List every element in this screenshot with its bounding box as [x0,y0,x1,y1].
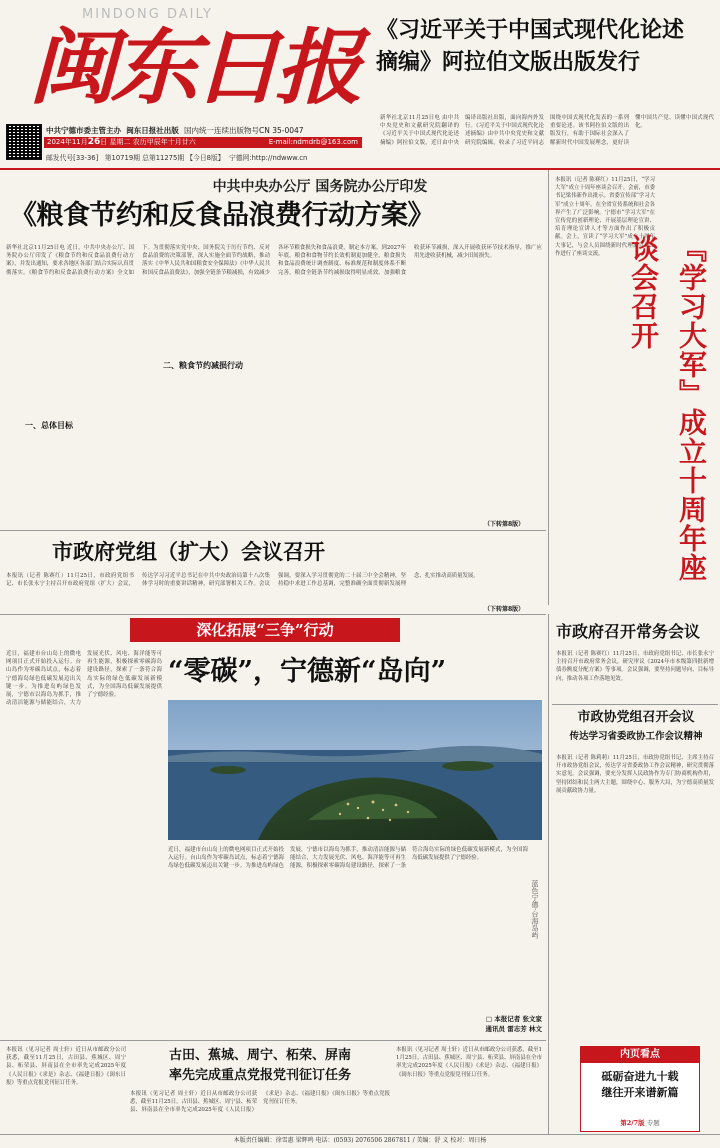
bottom-story-body-mid: 本报讯（见习记者 周士轩）近日从市邮政分公司获悉，截至11月25日，古田县、蕉城区、周宁县、柘荣县、屏南县在全市率先完成2025年度《人民日报》《求是》杂志、《福建日报》《闽东日报》等重点党报党刊征订任务。 [130,1091,390,1114]
issue-line [46,152,307,162]
island-aerial-image [168,700,542,840]
footer-divider [0,1134,720,1135]
main-story-headline[interactable]: 《粮食节约和反食品浪费行动方案》 [10,200,434,231]
footer-credits: 本版责任编辑：徐雪惠 梁辉鸣 电话：(0593) 2076506 2867811 / 美编：舒 义 校对：周日杨 [233,1137,487,1144]
top-story-headline-line2: 摘编》阿拉伯文版出版发行 [376,49,641,75]
sidebar-top-body: 本报讯（记者 陈赛红）11月25日，“学习大军”成立十周年座谈会召开。会前，市委书记梁伟新作出批示。省委宣传部“学习大军”成立十周年，在全省宣传系统和社会各界产生了广泛影响。宁德市“学习大军”在宣传党的创新理论、开展基层理论宣讲、培育理论宣讲人才等方面作出了积极贡献。会上，宣读了“学习大军”成立十周年大事记，与会人员围绕新时代理论宣讲工作进行了座谈交流。 [555,177,655,257]
masthead-divider [0,168,720,170]
feature-body-left: 近日，福建市台山岛上的微电网项目正式开始投入运行。台山岛作为零碳岛试点，标志着宁德海岛绿色低碳发展迈出关键一步。为推进岛屿绿色发展，宁德市以海岛为抓手，推动清洁能源与储能结合，大力发展光伏、风电、海洋能等可再生能源，积极探索零碳海岛建设路径，探索了一条符合海岛实际的绿色低碳发展新模式，为全国海岛低碳发展提供了宁德经验。 [6,651,162,707]
site-link[interactable]: 宁德网:http://ndwww.cn [228,154,308,162]
email-address[interactable]: E-mail:ndmdrb@163.com [268,138,358,146]
date-suffix: 日 星期二 农历甲辰年十月廿六 [100,138,196,146]
bottom-story-body-right: 本报讯（见习记者 周士轩）近日从市邮政分公司获悉，截至11月25日，古田县、蕉城区、周宁县、柘荣县、屏南县在全市率先完成2025年度《人民日报》《求是》杂志、《福建日报》《闽东日报》等重点党报党刊征订任务。 [396,1047,542,1078]
feature-divider [0,1040,546,1041]
party-meeting-body: 本报讯（记者 陈赛红）11月25日，市政府党组书记、市长张永宁主持召开市政府党组（扩大）会议，传达学习习近平总书记在中共中央政治局第十八次集体学习时的重要讲话精神，研究部署相关工作。会议强调，要深入学习贯彻党的二十届三中全会精神，坚持稳中求进工作总基调，完整准确全面贯彻新发展理念，扎实推动高质量发展。 [6,573,479,588]
sidebar-divider [548,170,549,605]
section-heading-one: 一、总体目标 [22,420,76,431]
top-story-headline[interactable] [376,14,716,78]
inside-box-line1: 砥砺奋进九十载 [601,1070,679,1083]
main-story-kicker: 中共中央办公厅 国务院办公厅印发 [212,179,428,195]
disciplinary-headline-line2: 传达学习省委政协工作会议精神 [569,731,703,742]
feature-body-right: 近日，福建市台山岛上的微电网项目正式开始投入运行。台山岛作为零碳岛试点，标志着宁德海岛绿色低碳发展迈出关键一步。为推进岛屿绿色发展，宁德市以海岛为抓手，推动清洁能源与储能结合，大力发展光伏、风电、海洋能等可再生能源，积极探索零碳海岛建设路径，探索了一条符合海岛实际的绿色低碳发展新模式，为全国海岛低碳发展提供了宁德经验。 [168,847,528,870]
top-story-body: 新华社北京11月25日电 由中共中央党史和文献研究院翻译的《习近平关于中国式现代化论述摘编》阿拉伯文版，近日由中央编译出版社出版，面向海内外发行。《习近平关于中国式现代化论述摘编》由中共中央党史和文献研究院编辑，收录了习近平同志围绕中国式现代化发表的一系列重要论述。该书阿拉伯文版的出版发行，有助于国际社会深入了解新时代中国发展理念，更好读懂中国共产党、读懂中国式现代化。 [380,115,714,146]
qr-code [6,124,42,160]
sponsor-publisher: 闽东日报社出版 [126,126,179,135]
bottom-story-headline-line2: 率先完成重点党报党刊征订任务 [168,1068,351,1083]
party-meeting-headline[interactable]: 市政府党组（扩大）会议召开 [52,539,325,564]
date-day: 26 [87,137,101,147]
disciplinary-headline[interactable] [556,708,716,746]
sponsor-line [46,125,304,136]
disciplinary-body: 本报讯（记者 陈莉莉）11月25日，市政协党组书记、主席主持召开市政协党组会议，传达学习省委政协工作会议精神，研究贯彻落实意见。会议强调，要充分发挥人民政协作为专门协商机构作用，坚持团结和民主两大主题，围绕中心、服务大局，为宁德高质量发展贡献政协力量。 [556,755,714,794]
top-story-headline-line1: 《习近平关于中国式现代化论述 [376,17,685,43]
main-story-divider [0,530,546,531]
disciplinary-headline-line1: 市政协党组召开会议 [577,710,695,725]
party-meeting-continued[interactable]: （下转第8版） [484,606,525,613]
main-story-body: 新华社北京11月25日电 近日，中共中央办公厅、国务院办公厅印发了《粮食节约和反食品浪费行动方案》，并发出通知，要求各地区各部门结合实际认真贯彻落实。《粮食节约和反食品浪费行动方案》全文如下。为贯彻落实党中央、国务院关于厉行节约、反对食品浪费的决策部署，深入实施全面节约战略，推动落实《中华人民共和国粮食安全保障法》《中华人民共和国反食品浪费法》，加强全链条节粮减损，有效减少各环节粮食损失和食品浪费，制定本方案。到2027年年底，粮食和食物节约长效机制更加健全，粮食损失和食品浪费统计调查制度、标准规范和制度体系不断完善，粮食全链条节约减损取得明显成效。加强粮食收获环节减损，深入开展收获环节技术指导，推广应用先进收获机械，减少田间损失。 [6,245,542,276]
cn-number: 国内统一连续出版物号CN 35-0047 [183,126,304,135]
inside-box-page-tag: 专题 [646,1119,660,1127]
bottom-story-headline-line1: 古田、蕉城、周宁、柘荣、屏南 [168,1048,351,1063]
issue-number: 第10719期 总第11275期 [104,154,185,162]
feature-banner-text: 深化拓展“三争”行动 [196,621,334,639]
feature-byline-reporter: □ 本报记者 张文家 [485,1015,542,1023]
standing-meeting-body: 本报讯（记者 陈赛红）11月25日，市政府党组书记、市长张永宁主持召开市政府常务会议，研究审议《2024年市本级第四批新增债券额度分配方案》等事项。会议强调，要坚持问题导向、目标导向，推动各项工作落地见效。 [556,651,714,682]
bottom-story-headline[interactable] [130,1046,390,1086]
feature-banner[interactable] [130,618,400,642]
feature-byline [424,1014,542,1034]
feature-byline-correspondent: 通讯员 雷志芳 林文 [485,1025,542,1033]
standing-meeting-divider [552,704,718,705]
masthead-title: 闽东日报 [28,20,357,116]
inside-box-title: 内页看点 [581,1047,699,1063]
main-story-continued[interactable]: （下转第8版） [484,521,525,528]
date-bar [44,137,362,148]
bottom-story-body-left: 本报讯（见习记者 周士轩）近日从市邮政分公司获悉，截至11月25日，古田县、蕉城区、周宁县、柘荣县、屏南县在全市率先完成2025年度《人民日报》《求是》杂志、《福建日报》《闽东日报》等重点党报党刊征订任务。 [6,1047,126,1086]
inside-box-line2: 继往开来谱新篇 [601,1086,679,1099]
party-meeting-divider [0,614,546,615]
page-count: 【今日8版】 [186,154,225,162]
sidebar-top-vertical-title[interactable]: 『学习大军』成立十周年座谈会召开 [627,234,708,582]
standing-meeting-headline[interactable]: 市政府召开常务会议 [556,622,701,641]
inside-box[interactable] [580,1046,700,1132]
photo-caption: 蓝色宁德·台海岛屿 [531,880,539,939]
sponsor-primary: 中共宁德市委主管主办 [46,126,121,135]
section-heading-two: 二、粮食节约减损行动 [160,360,246,371]
date-prefix: 2024年11月 [47,138,88,146]
masthead-watermark: MINDONG DAILY [82,7,213,22]
feature-headline[interactable]: “零碳”，宁德新“岛向” [168,656,447,687]
feature-photo [168,700,542,840]
inside-box-page-ref: 第2/7版 [620,1119,645,1127]
postal-code: 邮发代号[33-36] [46,154,99,162]
right-column-divider [548,614,549,1134]
